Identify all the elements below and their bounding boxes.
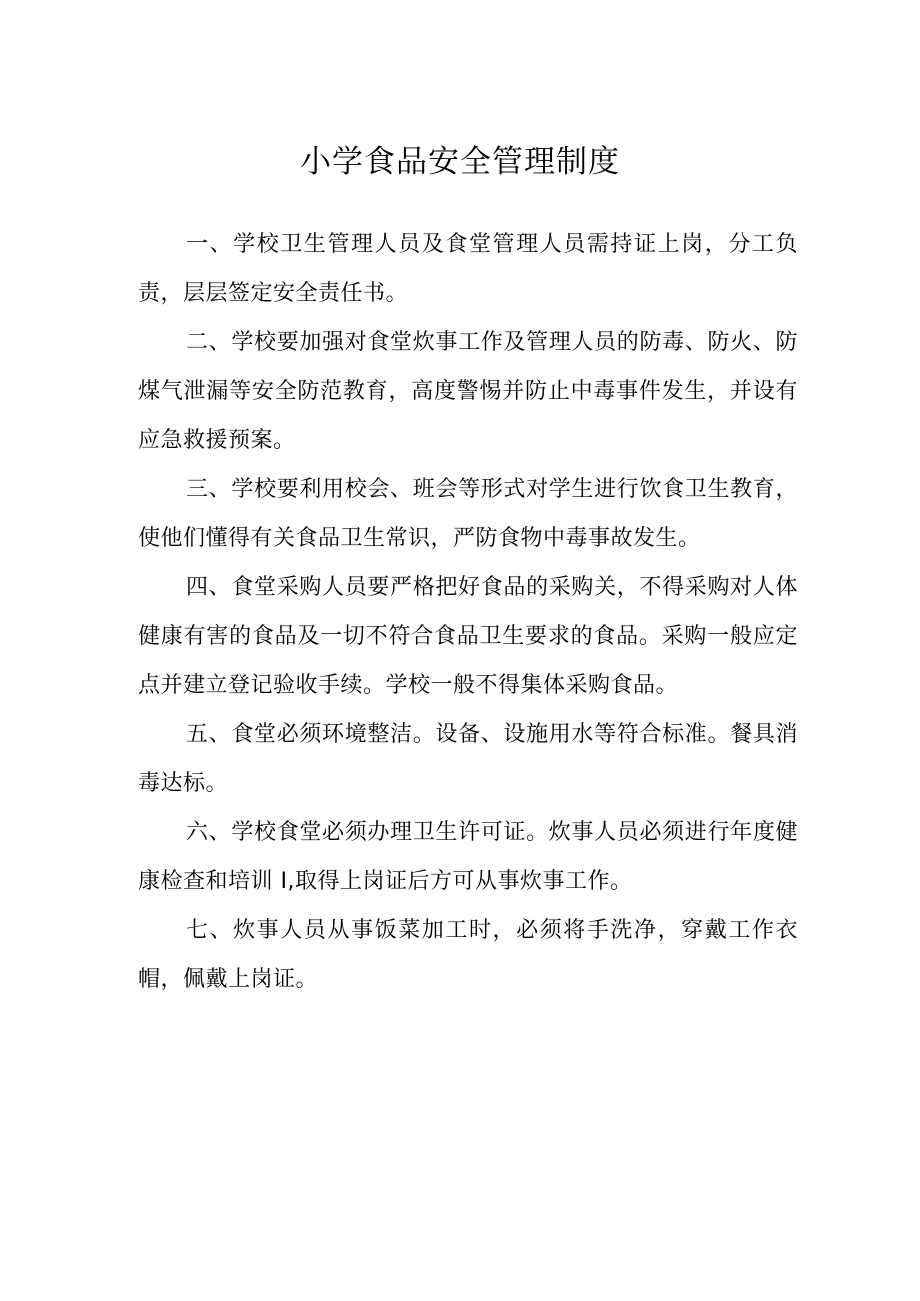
rule-paragraph-2: 二、学校要加强对食堂炊事工作及管理人员的防毒、防火、防煤气泄漏等安全防范教育，高度警惕并防止中毒事件发生，并设有应急救援预案。: [138, 330, 798, 453]
rule-paragraph-1: 一、学校卫生管理人员及食堂管理人员需持证上岗，分工负责，层层签定安全责任书。: [138, 232, 798, 306]
document-title: 小学食品安全管理制度: [300, 144, 620, 180]
document-body: [138, 220, 798, 1004]
rule-paragraph-7: 七、炊事人员从事饭菜加工时，必须将手洗净，穿戴工作衣帽，佩戴上岗证。: [138, 918, 798, 992]
rule-paragraph-5: 五、食堂必须环境整洁。设备、设施用水等符合标准。餐具消毒达标。: [138, 722, 798, 796]
rule-paragraph-6: 六、学校食堂必须办理卫生许可证。炊事人员必须进行年度健康检查和培训 I,取得上岗证后方可从事炊事工作。: [138, 820, 798, 894]
rule-paragraph-4: 四、食堂采购人员要严格把好食品的采购关，不得采购对人体健康有害的食品及一切不符合食品卫生要求的食品。采购一般应定点并建立登记验收手续。学校一般不得集体采购食品。: [138, 575, 798, 698]
rule-paragraph-3: 三、学校要利用校会、班会等形式对学生进行饮食卫生教育，使他们懂得有关食品卫生常识，严防食物中毒事故发生。: [138, 477, 798, 551]
